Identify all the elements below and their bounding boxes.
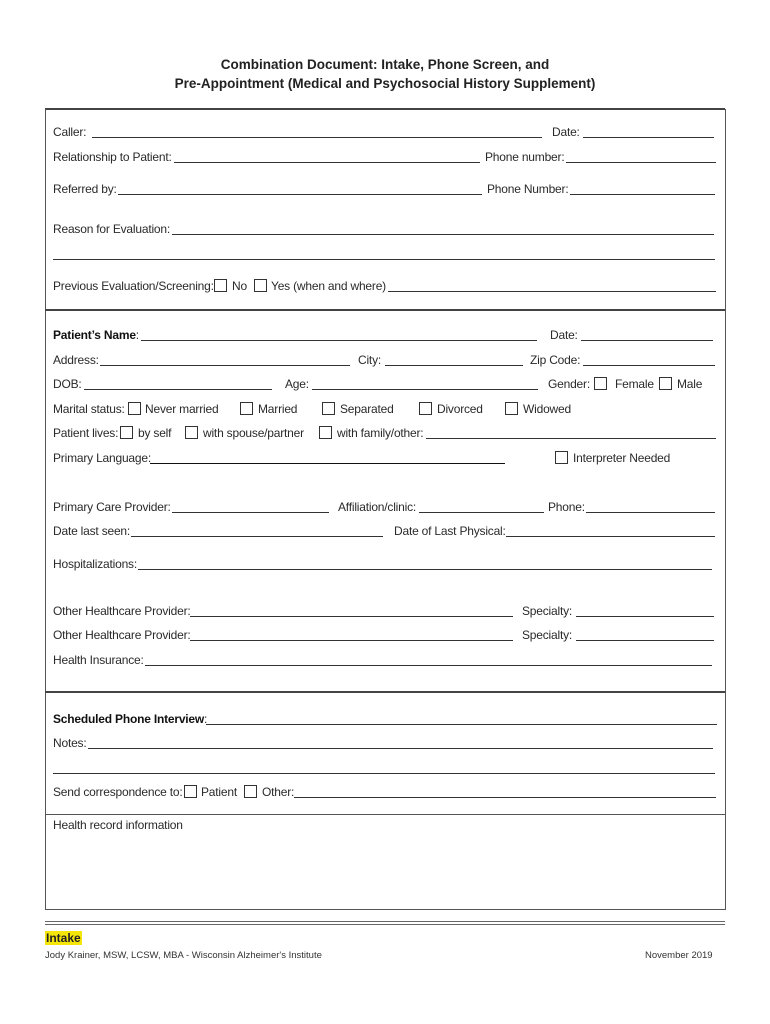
city-field[interactable] (385, 365, 523, 366)
patient-name-field[interactable] (141, 340, 537, 341)
notes-label: Notes: (53, 736, 87, 750)
dob-field[interactable] (84, 389, 272, 390)
marital-widowed-label: Widowed (523, 402, 571, 416)
marital-label: Marital status: (53, 402, 125, 416)
caller-label: Caller: (53, 125, 87, 139)
notes-field[interactable] (88, 748, 713, 749)
interpreter-checkbox[interactable] (555, 451, 568, 464)
city-label: City: (358, 353, 382, 367)
send-other-field[interactable] (294, 797, 716, 798)
send-patient-label: Patient (201, 785, 237, 799)
gender-male-label: Male (677, 377, 703, 391)
hospitalizations-field[interactable] (138, 569, 712, 570)
dob-label: DOB: (53, 377, 82, 391)
referrer-phone-label: Phone Number: (487, 182, 569, 196)
section2-divider (45, 691, 725, 693)
specialty-label-2: Specialty: (522, 628, 573, 642)
address-label: Address: (53, 353, 99, 367)
reason-field[interactable] (172, 234, 714, 235)
footer-author: Jody Krainer, MSW, LCSW, MBA - Wisconsin Alzheimer's Institute (45, 950, 322, 961)
marital-married-checkbox[interactable] (240, 402, 253, 415)
footer-intake-label: Intake (46, 931, 81, 945)
marital-divorced-checkbox[interactable] (419, 402, 432, 415)
previous-details-field[interactable] (388, 291, 716, 292)
pcp-phone-field[interactable] (586, 512, 715, 513)
lives-self-label: by self (138, 426, 172, 440)
insurance-label: Health Insurance: (53, 653, 144, 667)
marital-never-checkbox[interactable] (128, 402, 141, 415)
footer-rule-2 (45, 924, 725, 925)
notes-field-line2[interactable] (53, 773, 715, 774)
lives-spouse-checkbox[interactable] (185, 426, 198, 439)
other-provider-label-2: Other Healthcare Provider: (53, 628, 191, 642)
health-record-top-border (45, 814, 725, 815)
specialty-field-2[interactable] (576, 640, 714, 641)
relationship-label: Relationship to Patient: (53, 150, 172, 164)
referred-by-label: Referred by: (53, 182, 117, 196)
caller-date-field[interactable] (583, 137, 714, 138)
zip-field[interactable] (583, 365, 715, 366)
gender-female-checkbox[interactable] (594, 377, 607, 390)
insurance-field[interactable] (145, 665, 712, 666)
send-patient-checkbox[interactable] (184, 785, 197, 798)
footer-rule-1 (45, 921, 725, 922)
marital-separated-checkbox[interactable] (322, 402, 335, 415)
caller-date-label: Date: (552, 125, 580, 139)
patient-date-field[interactable] (581, 340, 713, 341)
previous-no-label: No (232, 279, 247, 293)
marital-separated-label: Separated (340, 402, 394, 416)
last-seen-field[interactable] (131, 536, 383, 537)
patient-date-label: Date: (550, 328, 578, 342)
previous-no-checkbox[interactable] (214, 279, 227, 292)
marital-divorced-label: Divorced (437, 402, 483, 416)
affiliation-label: Affiliation/clinic: (338, 500, 417, 514)
gender-label: Gender: (548, 377, 590, 391)
age-label: Age: (285, 377, 309, 391)
send-other-label: Other: (262, 785, 295, 799)
lives-label: Patient lives: (53, 426, 119, 440)
relationship-field[interactable] (174, 162, 480, 163)
other-provider-field-2[interactable] (190, 640, 513, 641)
lives-spouse-label: with spouse/partner (203, 426, 304, 440)
zip-label: Zip Code: (530, 353, 581, 367)
referrer-phone-field[interactable] (570, 194, 715, 195)
marital-never-label: Never married (145, 402, 219, 416)
gender-male-checkbox[interactable] (659, 377, 672, 390)
other-provider-field[interactable] (190, 616, 513, 617)
age-field[interactable] (312, 389, 538, 390)
form-bottom-border (45, 909, 725, 910)
other-provider-label: Other Healthcare Provider: (53, 604, 191, 618)
affiliation-field[interactable] (419, 512, 544, 513)
reason-field-line2[interactable] (53, 259, 715, 260)
document-title-line2: Pre-Appointment (Medical and Psychosocial History Supplement) (174, 76, 596, 91)
scheduled-interview-field[interactable] (206, 724, 717, 725)
previous-eval-label: Previous Evaluation/Screening: (53, 279, 214, 293)
send-correspondence-label: Send correspondence to: (53, 785, 183, 799)
patient-name-label: Patient’s Name: (53, 328, 139, 342)
last-physical-field[interactable] (506, 536, 715, 537)
reason-label: Reason for Evaluation: (53, 222, 171, 236)
lives-family-field[interactable] (426, 438, 716, 439)
previous-yes-checkbox[interactable] (254, 279, 267, 292)
address-field[interactable] (100, 365, 350, 366)
pcp-label: Primary Care Provider: (53, 500, 171, 514)
caller-field[interactable] (92, 137, 542, 138)
caller-phone-field[interactable] (566, 162, 716, 163)
gender-female-label: Female (615, 377, 654, 391)
footer-date: November 2019 (645, 950, 713, 961)
marital-widowed-checkbox[interactable] (505, 402, 518, 415)
specialty-field[interactable] (576, 616, 714, 617)
specialty-label: Specialty: (522, 604, 573, 618)
send-other-checkbox[interactable] (244, 785, 257, 798)
section1-divider (45, 309, 725, 311)
last-seen-label: Date last seen: (53, 524, 131, 538)
language-field[interactable] (150, 463, 505, 464)
health-record-field[interactable] (53, 836, 713, 906)
scheduled-interview-label: Scheduled Phone Interview: (53, 712, 208, 726)
interpreter-label: Interpreter Needed (573, 451, 671, 465)
health-record-label: Health record information (53, 818, 183, 832)
caller-phone-label: Phone number: (485, 150, 565, 164)
last-physical-label: Date of Last Physical: (394, 524, 506, 538)
language-label: Primary Language: (53, 451, 151, 465)
hospitalizations-label: Hospitalizations: (53, 557, 137, 571)
document-title-line1: Combination Document: Intake, Phone Screen, and (220, 57, 550, 72)
pcp-field[interactable] (172, 512, 329, 513)
referred-by-field[interactable] (118, 194, 482, 195)
pcp-phone-label: Phone: (548, 500, 585, 514)
previous-yes-label: Yes (when and where) (271, 279, 386, 293)
lives-family-checkbox[interactable] (319, 426, 332, 439)
marital-married-label: Married (258, 402, 298, 416)
lives-family-label: with family/other: (337, 426, 424, 440)
lives-self-checkbox[interactable] (120, 426, 133, 439)
